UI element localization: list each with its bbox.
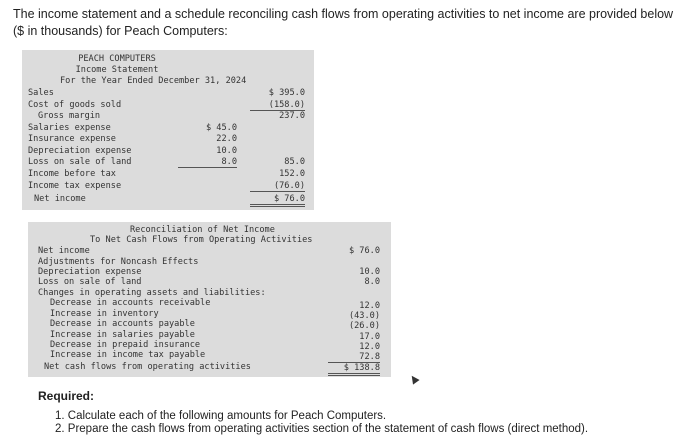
is-label: Net income bbox=[34, 194, 86, 204]
rec-label: Increase in inventory bbox=[50, 309, 159, 319]
rec-value: (43.0) bbox=[348, 311, 380, 321]
is-col2: $ 76.0 bbox=[250, 194, 305, 207]
rec-value: $ 76.0 bbox=[348, 246, 380, 256]
company-name: PEACH COMPUTERS bbox=[78, 54, 156, 64]
is-col1: 10.0 bbox=[216, 146, 237, 156]
rec-label: Adjustments for Noncash Effects bbox=[38, 257, 199, 267]
rec-label: Decrease in accounts payable bbox=[50, 319, 195, 329]
rec-value: 72.8 bbox=[328, 352, 380, 363]
required-heading: Required: bbox=[38, 389, 95, 403]
reconciliation-title: Reconciliation of Net Income bbox=[130, 225, 275, 235]
is-col2: 85.0 bbox=[284, 157, 305, 167]
rec-label: Depreciation expense bbox=[38, 267, 142, 277]
is-col2: $ 395.0 bbox=[268, 88, 305, 98]
is-label: Gross margin bbox=[38, 111, 101, 121]
is-label: Cost of goods sold bbox=[28, 100, 122, 110]
is-label: Depreciation expense bbox=[28, 146, 132, 156]
rec-label: Decrease in accounts receivable bbox=[50, 298, 211, 308]
is-label: Salaries expense bbox=[28, 123, 111, 133]
rec-value: (26.0) bbox=[348, 321, 380, 331]
is-label: Loss on sale of land bbox=[28, 157, 132, 167]
rec-value: $ 138.8 bbox=[328, 363, 380, 376]
is-label: Sales bbox=[28, 88, 54, 98]
reconciliation-subtitle: To Net Cash Flows from Operating Activities bbox=[90, 235, 313, 245]
rec-label: Increase in income tax payable bbox=[50, 350, 206, 360]
is-col1: 22.0 bbox=[216, 134, 237, 144]
statement-title: Income Statement bbox=[75, 65, 159, 75]
required-item-2: 2. Prepare the cash flows from operating activities section of the statement of cash flows (direct method). bbox=[55, 423, 589, 435]
rec-label: Net cash flows from operating activities bbox=[44, 362, 251, 372]
is-label: Income tax expense bbox=[28, 181, 122, 191]
rec-label: Net income bbox=[38, 246, 90, 256]
income-statement-panel bbox=[22, 50, 314, 210]
intro-text: The income statement and a schedule reconciling cash flows from operating activities to net income are provided below ($ in thousands) for Peach Computers: bbox=[13, 7, 674, 38]
statement-period: For the Year Ended December 31, 2024 bbox=[60, 76, 247, 86]
mouse-cursor-icon bbox=[408, 373, 419, 384]
is-col2: (76.0) bbox=[250, 181, 305, 192]
rec-label: Loss on sale of land bbox=[38, 277, 142, 287]
required-item-1: 1. Calculate each of the following amounts for Peach Computers. bbox=[55, 410, 387, 422]
is-col1: 8.0 bbox=[178, 157, 237, 168]
rec-value: 12.0 bbox=[359, 342, 380, 352]
is-col2: 152.0 bbox=[279, 169, 305, 179]
rec-label: Changes in operating assets and liabilities: bbox=[38, 288, 266, 298]
rec-label: Increase in salaries payable bbox=[50, 330, 195, 340]
is-label: Insurance expense bbox=[28, 134, 116, 144]
is-label: Income before tax bbox=[28, 169, 116, 179]
is-col2: (158.0) bbox=[250, 100, 305, 111]
rec-value: 10.0 bbox=[359, 267, 380, 277]
is-col2: 237.0 bbox=[279, 111, 305, 121]
rec-value: 17.0 bbox=[359, 332, 380, 342]
rec-value: 12.0 bbox=[359, 301, 380, 311]
reconciliation-panel bbox=[28, 222, 391, 377]
rec-value: 8.0 bbox=[364, 277, 380, 287]
is-col1: $ 45.0 bbox=[205, 123, 237, 133]
rec-label: Decrease in prepaid insurance bbox=[50, 340, 201, 350]
